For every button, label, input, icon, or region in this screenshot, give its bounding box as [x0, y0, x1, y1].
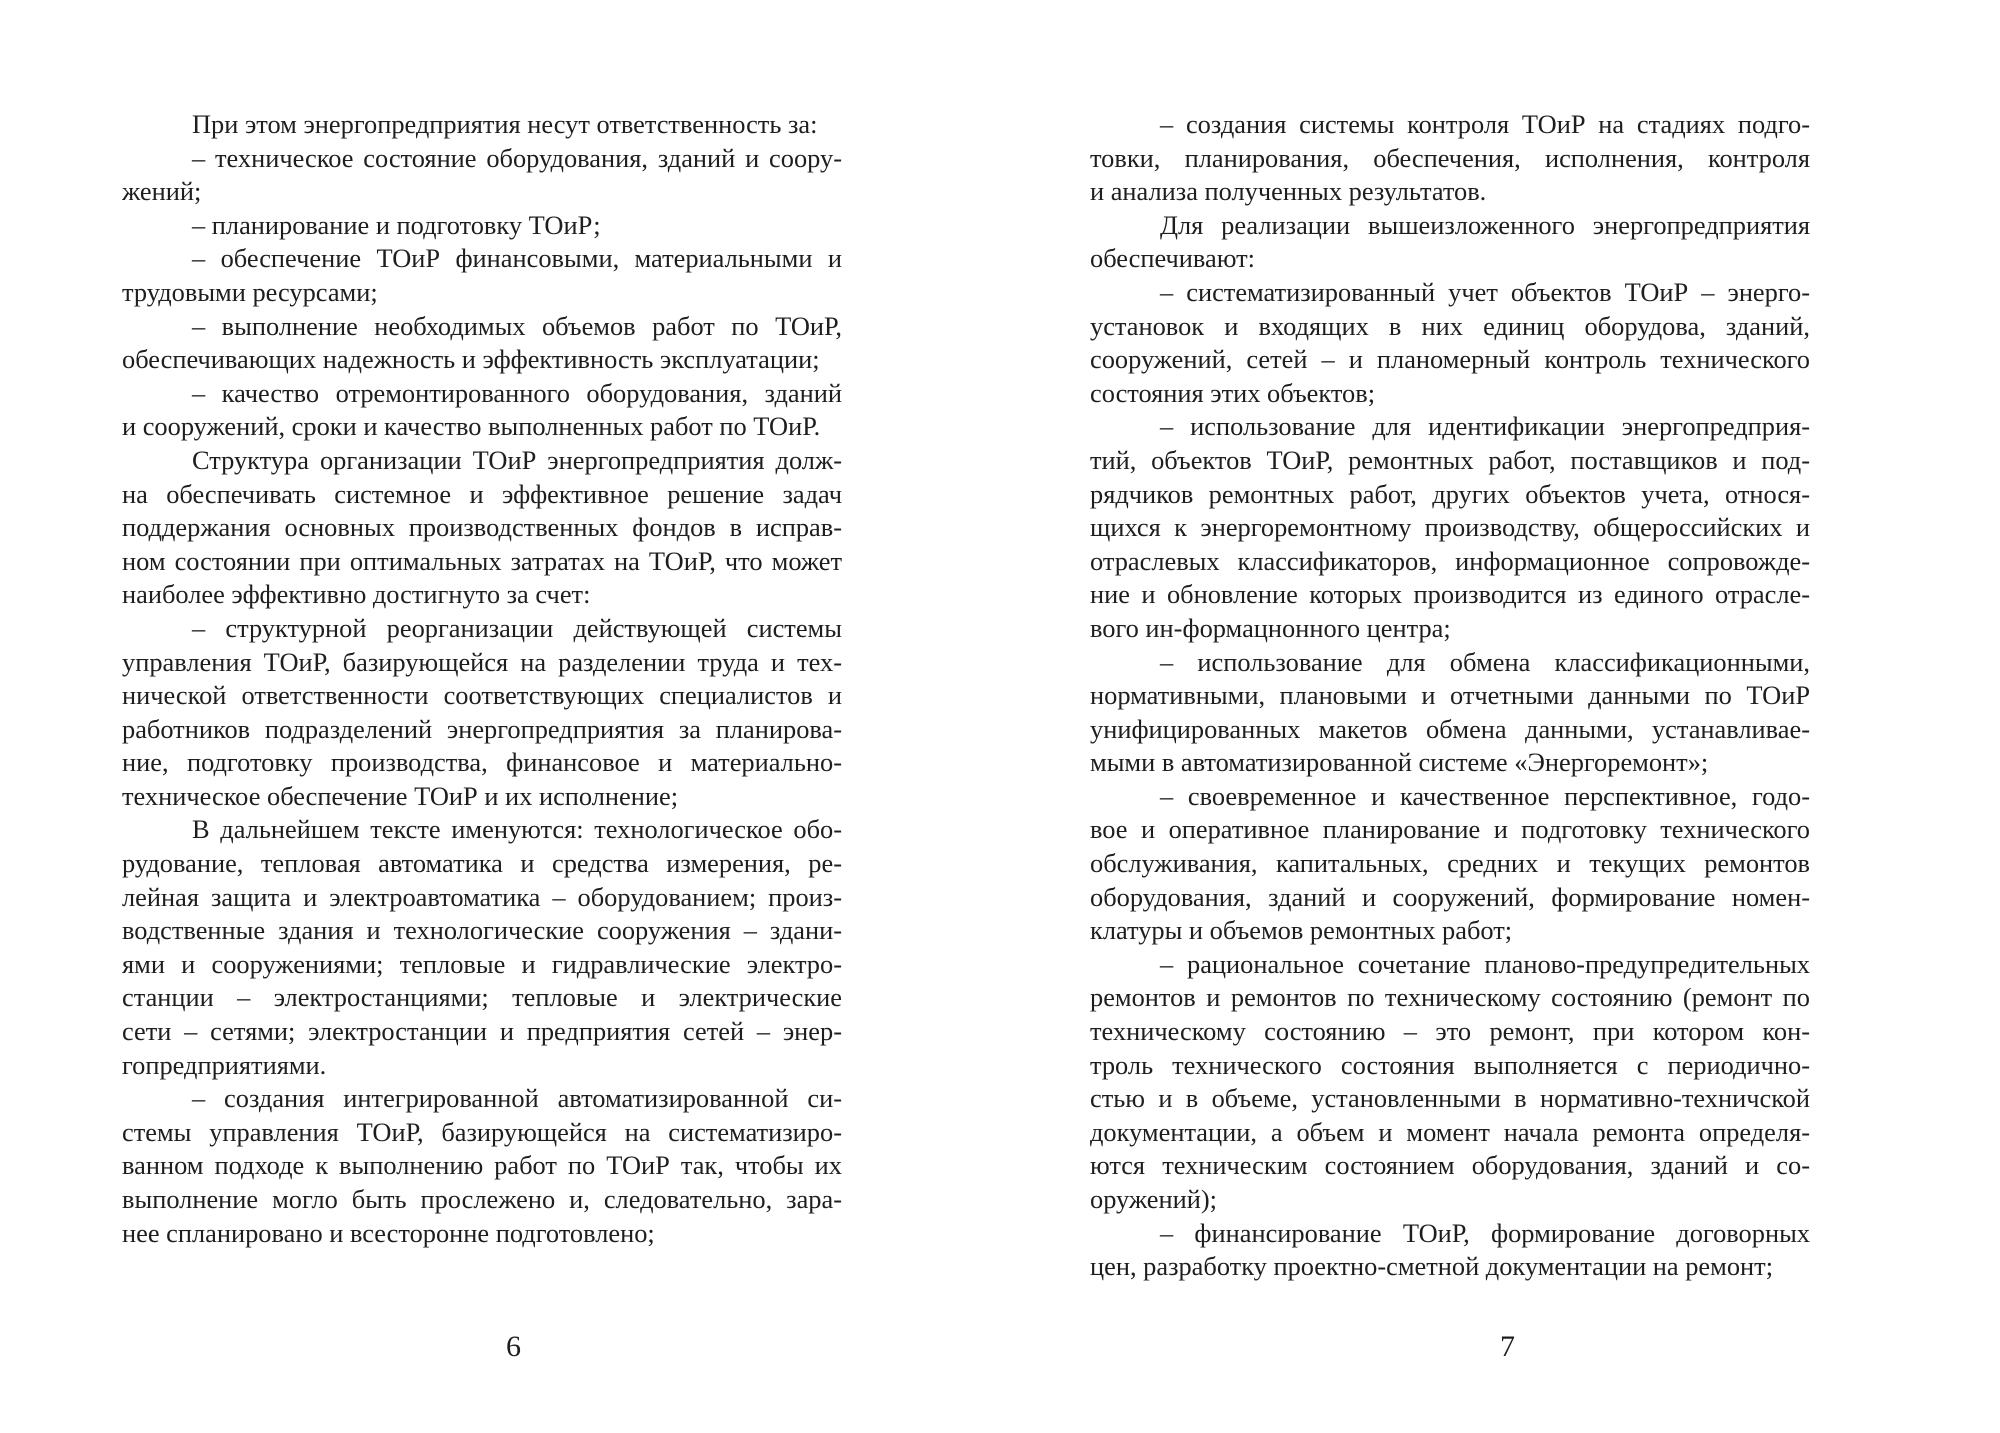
text-line: обеспечивают:: [1090, 243, 1255, 274]
text-line: стью и в объеме, установленными в нормативно-техничской: [1090, 1083, 1810, 1114]
text-line: ванном подходе к выполнению работ по ТОиР так, чтобы их: [122, 1150, 842, 1181]
text-line: управления ТОиР, базирующейся на разделении труда и тех-: [122, 646, 842, 677]
text-line: нической ответственности соответствующих специалистов и: [122, 680, 842, 711]
text-line: на обеспечивать системное и эффективное решение задач: [122, 478, 842, 509]
text-line: лейная защита и электроавтоматика – оборудованием; произ-: [122, 881, 842, 912]
text-line: троль технического состояния выполняется с периодично-: [1090, 1049, 1810, 1080]
text-line: ние и обновление которых производится из единого отрасле-: [1090, 579, 1810, 610]
text-line: гопредприятиями.: [122, 1049, 327, 1080]
text-line: и сооружений, сроки и качество выполненных работ по ТОиР.: [122, 411, 821, 442]
text-line: – техническое состояние оборудования, зданий и соору-: [192, 142, 842, 173]
text-line: сети – сетями; электростанции и предприятия сетей – энер-: [122, 1016, 842, 1047]
text-line: Для реализации вышеизложенного энергопредприятия: [1160, 209, 1810, 240]
text-line: сооружений, сетей – и планомерный контроль технического: [1090, 344, 1810, 375]
text-line: – рациональное сочетание планово-предупредительных: [1160, 948, 1810, 979]
text-line: и анализа полученных результатов.: [1090, 176, 1487, 207]
left-page-text: [122, 108, 842, 1250]
text-line: мыми в автоматизированной системе «Энергоремонт»;: [1090, 747, 1709, 778]
text-line: водственные здания и технологические сооружения – здани-: [122, 915, 842, 946]
left-page-number: 6: [506, 1330, 521, 1363]
text-line: жений;: [122, 176, 202, 207]
text-line: ние, подготовку производства, финансовое и материально-: [122, 747, 842, 778]
text-line: – планирование и подготовку ТОиР;: [192, 209, 601, 240]
text-line: оборудования, зданий и сооружений, формирование номен-: [1090, 881, 1810, 912]
text-line: вое и оперативное планирование и подготовку технического: [1090, 814, 1810, 845]
text-line: состояния этих объектов;: [1090, 377, 1376, 408]
text-line: установок и входящих в них единиц оборудова, зданий,: [1090, 310, 1810, 341]
text-line: – финансирование ТОиР, формирование договорных: [1160, 1217, 1810, 1248]
text-line: станции – электростанциями; тепловые и электрические: [122, 982, 842, 1013]
text-line: – использование для обмена классификационными,: [1160, 646, 1810, 677]
text-line: цен, разработку проектно-сметной документации на ремонт;: [1090, 1251, 1774, 1282]
text-line: поддержания основных производственных фондов в исправ-: [122, 512, 842, 543]
text-line: ремонтов и ремонтов по техническому состоянию (ремонт по: [1090, 982, 1810, 1013]
text-line: трудовыми ресурсами;: [122, 276, 378, 307]
text-line: техническое обеспечение ТОиР и их исполнение;: [122, 780, 679, 811]
text-line: отраслевых классификаторов, информационное сопровожде-: [1090, 545, 1810, 576]
text-line: нее спланировано и всесторонне подготовлено;: [122, 1217, 655, 1248]
text-line: унифицированных макетов обмена данными, устанавливае-: [1090, 713, 1810, 744]
right-page-number: 7: [1500, 1330, 1515, 1363]
text-line: – своевременное и качественное перспективное, годо-: [1160, 780, 1810, 811]
text-line: ном состоянии при оптимальных затратах на ТОиР, что может: [122, 545, 842, 576]
text-line: документации, а объем и момент начала ремонта определя-: [1090, 1116, 1810, 1147]
text-line: тий, объектов ТОиР, ремонтных работ, поставщиков и под-: [1090, 444, 1810, 475]
text-line: – создания системы контроля ТОиР на стадиях подго-: [1160, 109, 1810, 139]
text-line: Структура организации ТОиР энергопредприятия долж-: [192, 444, 842, 475]
text-line: оружений);: [1090, 1184, 1217, 1214]
text-line: стемы управления ТОиР, базирующейся на систематизиро-: [122, 1116, 842, 1147]
text-line: щихся к энергоремонтному производству, общероссийских и: [1090, 512, 1810, 543]
text-line: – обеспечение ТОиР финансовыми, материальными и: [192, 243, 842, 274]
right-page-text: [1090, 108, 1810, 1284]
text-line: нормативными, плановыми и отчетными данными по ТОиР: [1090, 680, 1810, 711]
text-line: При этом энергопредприятия несут ответственность за:: [192, 109, 818, 139]
text-line: ются техническим состоянием оборудования, зданий и со-: [1090, 1150, 1810, 1181]
text-line: В дальнейшем тексте именуются: технологическое обо-: [192, 814, 842, 845]
text-line: товки, планирования, обеспечения, исполнения, контроля: [1090, 142, 1810, 173]
text-line: – использование для идентификации энергопредприя-: [1160, 411, 1810, 442]
text-line: рудование, тепловая автоматика и средства измерения, ре-: [122, 848, 842, 879]
text-line: ями и сооружениями; тепловые и гидравлические электро-: [122, 948, 842, 979]
text-line: работников подразделений энергопредприятия за планирова-: [122, 713, 842, 744]
text-line: наиболее эффективно достигнуто за счет:: [122, 579, 591, 610]
text-line: – качество отремонтированного оборудования, зданий: [192, 377, 842, 408]
text-line: выполнение могло быть прослежено и, следовательно, зара-: [122, 1184, 842, 1214]
text-line: обеспечивающих надежность и эффективность эксплуатации;: [122, 344, 820, 375]
text-line: клатуры и объемов ремонтных работ;: [1090, 915, 1513, 946]
text-line: – структурной реорганизации действующей системы: [192, 612, 842, 643]
text-line: техническому состоянию – это ремонт, при котором кон-: [1090, 1016, 1810, 1047]
text-line: – создания интегрированной автоматизированной си-: [192, 1083, 842, 1114]
text-line: – систематизированный учет объектов ТОиР – энерго-: [1160, 276, 1810, 307]
text-line: рядчиков ремонтных работ, других объектов учета, относя-: [1090, 478, 1810, 509]
text-line: – выполнение необходимых объемов работ по ТОиР,: [192, 310, 842, 341]
text-line: вого ин-формацнонного центра;: [1090, 612, 1451, 643]
text-line: обслуживания, капитальных, средних и текущих ремонтов: [1090, 848, 1810, 879]
